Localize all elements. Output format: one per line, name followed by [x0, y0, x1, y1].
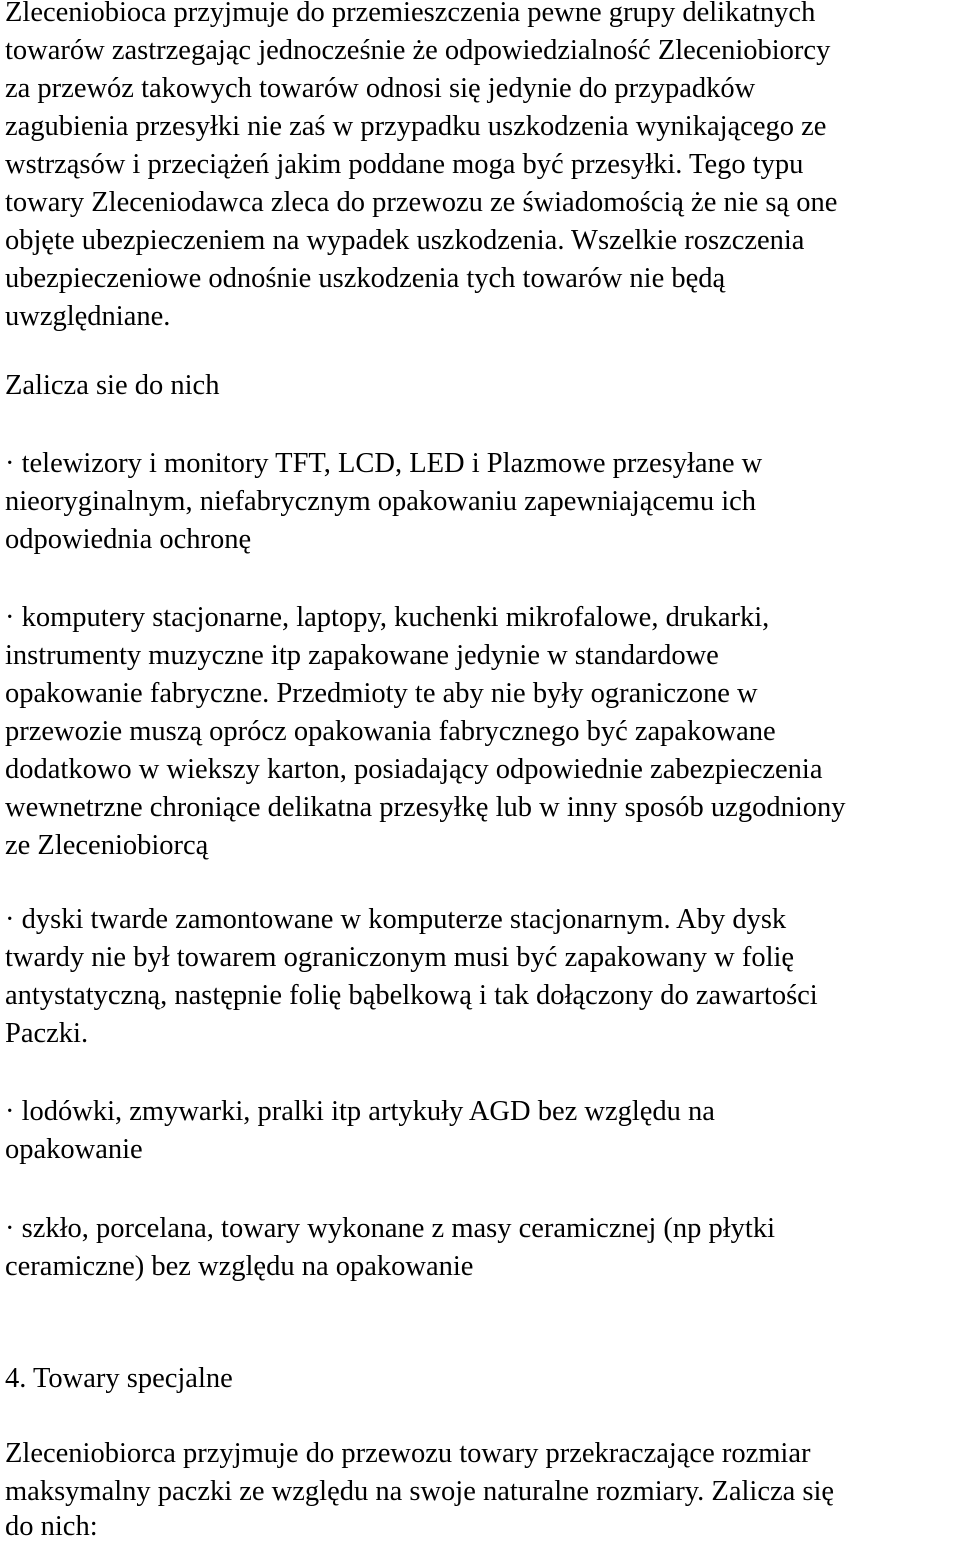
text-line: nieoryginalnym, niefabrycznym opakowaniu zapewniającemu ich — [5, 486, 757, 517]
text-line: · telewizory i monitory TFT, LCD, LED i Plazmowe przesyłane w — [5, 448, 763, 479]
text-line: · komputery stacjonarne, laptopy, kuchenki mikrofalowe, drukarki, — [5, 602, 770, 633]
text-line: twardy nie był towarem ograniczonym musi być zapakowany w folię — [5, 942, 795, 973]
text-line: ceramiczne) bez względu na opakowanie — [5, 1251, 474, 1282]
text-line: instrumenty muzyczne itp zapakowane jedynie w standardowe — [5, 640, 719, 671]
list-intro: Zalicza sie do nich — [5, 370, 220, 401]
text-line: wstrząsów i przeciążeń jakim poddane moga być przesyłki. Tego typu — [5, 149, 804, 180]
text-line: opakowanie fabryczne. Przedmioty te aby nie były ograniczone w — [5, 678, 758, 709]
text-line: · dyski twarde zamontowane w komputerze stacjonarnym. Aby dysk — [5, 904, 787, 935]
text-line: wewnetrzne chroniące delikatna przesyłkę lub w inny sposób uzgodniony — [5, 792, 846, 823]
text-line: za przewóz takowych towarów odnosi się jedynie do przypadków — [5, 73, 756, 104]
text-line: uwzględniane. — [5, 301, 171, 332]
text-line: przewozie muszą oprócz opakowania fabrycznego być zapakowane — [5, 716, 776, 747]
text-line: · lodówki, zmywarki, pralki itp artykuły AGD bez względu na — [5, 1096, 715, 1127]
text-line: Paczki. — [5, 1018, 89, 1049]
text-line: antystatyczną, następnie folię bąbelkową i tak dołączony do zawartości — [5, 980, 818, 1011]
text-line: opakowanie — [5, 1134, 143, 1165]
text-line: dodatkowo w wiekszy karton, posiadający odpowiednie zabezpieczenia — [5, 754, 823, 785]
text-line: do nich: — [5, 1511, 98, 1542]
text-line: odpowiednia ochronę — [5, 524, 252, 555]
text-line: ze Zleceniobiorcą — [5, 830, 209, 861]
text-line: towarów zastrzegając jednocześnie że odpowiedzialność Zleceniobiorcy — [5, 35, 831, 66]
text-line: zagubienia przesyłki nie zaś w przypadku uszkodzenia wynikającego ze — [5, 111, 827, 142]
text-line: ubezpieczeniowe odnośnie uszkodzenia tych towarów nie będą — [5, 263, 726, 294]
text-line: Zleceniobioca przyjmuje do przemieszczenia pewne grupy delikatnych — [5, 0, 816, 28]
section-heading: 4. Towary specjalne — [5, 1363, 233, 1394]
text-line: towary Zleceniodawca zleca do przewozu ze świadomością że nie są one — [5, 187, 838, 218]
text-line: · szkło, porcelana, towary wykonane z masy ceramicznej (np płytki — [5, 1213, 776, 1244]
text-line: objęte ubezpieczeniem na wypadek uszkodzenia. Wszelkie roszczenia — [5, 225, 805, 256]
text-line: maksymalny paczki ze względu na swoje naturalne rozmiary. Zalicza się — [5, 1476, 835, 1507]
text-line: Zleceniobiorca przyjmuje do przewozu towary przekraczające rozmiar — [5, 1438, 811, 1469]
